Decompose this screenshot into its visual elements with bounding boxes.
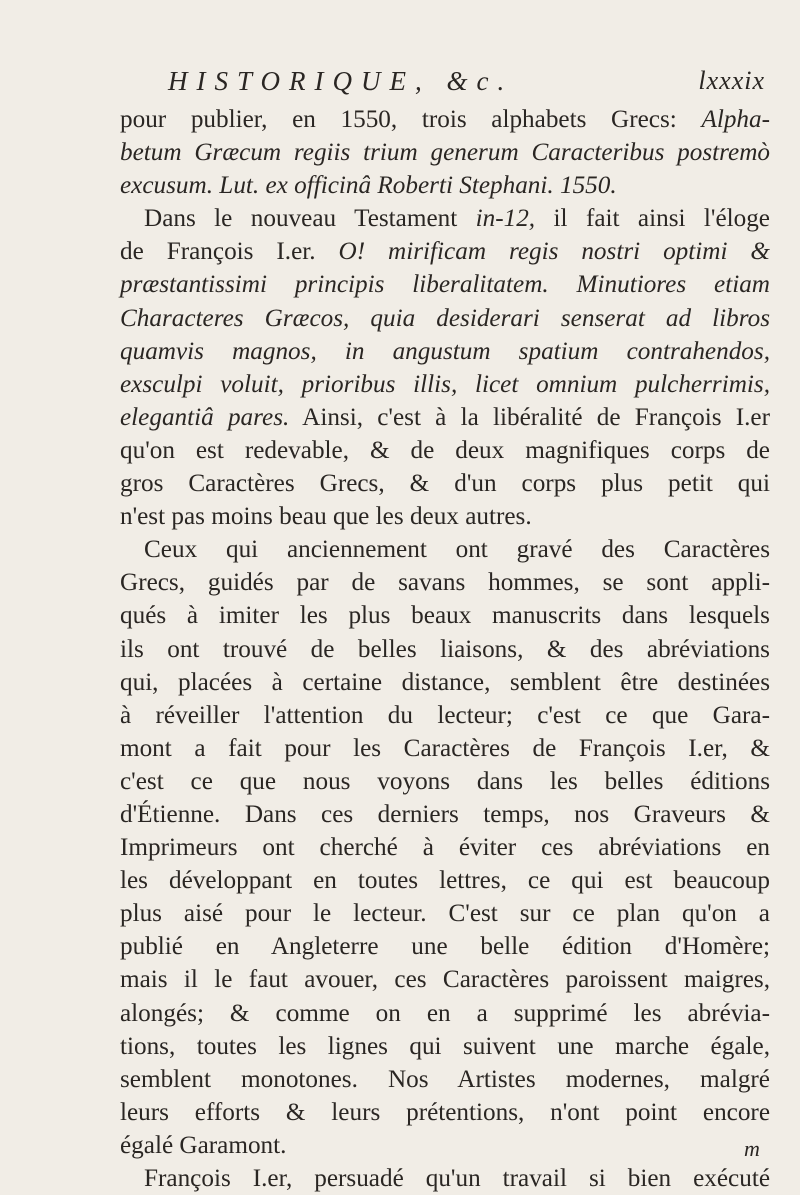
text-line [120, 533, 770, 566]
text-line [120, 1030, 770, 1063]
text-run: semblent monotones. Nos Artistes modernes, malgré [120, 1065, 770, 1093]
text-run: Dans le nouveau Testament [144, 205, 476, 233]
text-run: n'est pas moins beau que les deux autres. [120, 503, 532, 531]
text-run: plus aisé pour le lecteur. C'est sur ce plan qu'on a [120, 900, 770, 928]
text-run: leurs efforts & leurs prétentions, n'ont point encore [120, 1098, 770, 1126]
text-run: à réveiller l'attention du lecteur; c'est ce que Gara- [120, 701, 770, 729]
italic-run: in-12, [475, 205, 536, 233]
text-line [120, 235, 770, 268]
body-text [120, 103, 770, 1195]
italic-run: betum Græcum regiis trium generum Caracteribus postremò [120, 139, 770, 167]
text-line [120, 202, 770, 235]
text-line [120, 599, 770, 632]
italic-run: elegantiâ pares. [120, 403, 290, 431]
text-run: publié en Angleterre une belle édition d'Homère; [120, 933, 770, 961]
text-line [120, 136, 770, 169]
text-run: Imprimeurs ont cherché à éviter ces abréviations en [120, 834, 770, 862]
italic-run: quamvis magnos, in angustum spatium contrahendos, [120, 337, 770, 365]
text-line [120, 467, 770, 500]
text-line [120, 566, 770, 599]
italic-run: O! mirificam regis nostri optimi & [338, 238, 770, 266]
text-line [120, 1096, 770, 1129]
text-run: égalé Garamont. [120, 1131, 287, 1159]
text-run: mont a fait pour les Caractères de François I.er, & [120, 734, 770, 762]
text-run: les développant en toutes lettres, ce qui est beaucoup [120, 867, 770, 895]
text-run: ils ont trouvé de belles liaisons, & des abréviations [120, 635, 770, 663]
text-run: mais il le faut avouer, ces Caractères paroissent maigres, [120, 966, 770, 994]
text-run: qués à imiter les plus beaux manuscrits dans lesquels [120, 602, 770, 630]
text-line [120, 633, 770, 666]
text-line [120, 268, 770, 301]
text-line [120, 765, 770, 798]
italic-run: Alpha- [701, 106, 770, 133]
text-line [120, 963, 770, 996]
italic-run: Characteres Græcos, quia desiderari senserat ad libros [120, 304, 770, 332]
text-line [120, 699, 770, 732]
text-line [120, 103, 770, 136]
text-line [120, 169, 770, 202]
running-title: HISTORIQUE, &c. [168, 66, 514, 96]
text-run: Grecs, guidés par de savans hommes, se sont appli- [120, 569, 770, 597]
italic-run: exsculpi voluit, prioribus illis, licet omnium pulcherrimis, [120, 370, 770, 398]
catchword: m [744, 1136, 760, 1161]
text-line [120, 368, 770, 401]
text-run: qui, placées à certaine distance, semblent être destinées [120, 668, 770, 696]
text-line [120, 798, 770, 831]
text-run: de François I.er. [120, 238, 339, 266]
running-header [168, 66, 765, 106]
text-line [120, 732, 770, 765]
text-line [120, 335, 770, 368]
text-line [120, 302, 770, 335]
text-run: Ainsi, c'est à la libéralité de François I.er [289, 403, 770, 431]
text-line [120, 434, 770, 467]
text-line [120, 930, 770, 963]
text-run: il fait ainsi l'éloge [535, 205, 770, 233]
text-run: François I.er, persuadé qu'un travail si bien exécuté [144, 1165, 770, 1192]
text-line [120, 864, 770, 897]
text-line [120, 997, 770, 1030]
text-line [120, 831, 770, 864]
text-run: tions, toutes les lignes qui suivent une marche égale, [120, 1032, 770, 1060]
text-line [120, 897, 770, 930]
page-number: lxxxix [698, 66, 765, 95]
text-run: alongés; & comme on en a supprimé les abrévia- [120, 999, 770, 1027]
text-line [120, 1063, 770, 1096]
text-line [120, 666, 770, 699]
text-run: qu'on est redevable, & de deux magnifiques corps de [120, 436, 770, 464]
text-run: d'Étienne. Dans ces derniers temps, nos Graveurs & [120, 800, 770, 828]
text-run: gros Caractères Grecs, & d'un corps plus petit qui [120, 470, 770, 498]
text-line [120, 500, 770, 533]
italic-run: præstantissimi principis liberalitatem. Minutiores etiam [120, 271, 770, 299]
text-line [120, 401, 770, 434]
text-line [120, 1129, 770, 1162]
italic-run: excusum. Lut. ex officinâ Roberti Stephani. 1550. [120, 172, 617, 200]
text-run: c'est ce que nous voyons dans les belles éditions [120, 767, 770, 795]
text-run: pour publier, en 1550, trois alphabets Grecs: [120, 106, 702, 133]
text-run: Ceux qui anciennement ont gravé des Caractères [144, 536, 770, 564]
